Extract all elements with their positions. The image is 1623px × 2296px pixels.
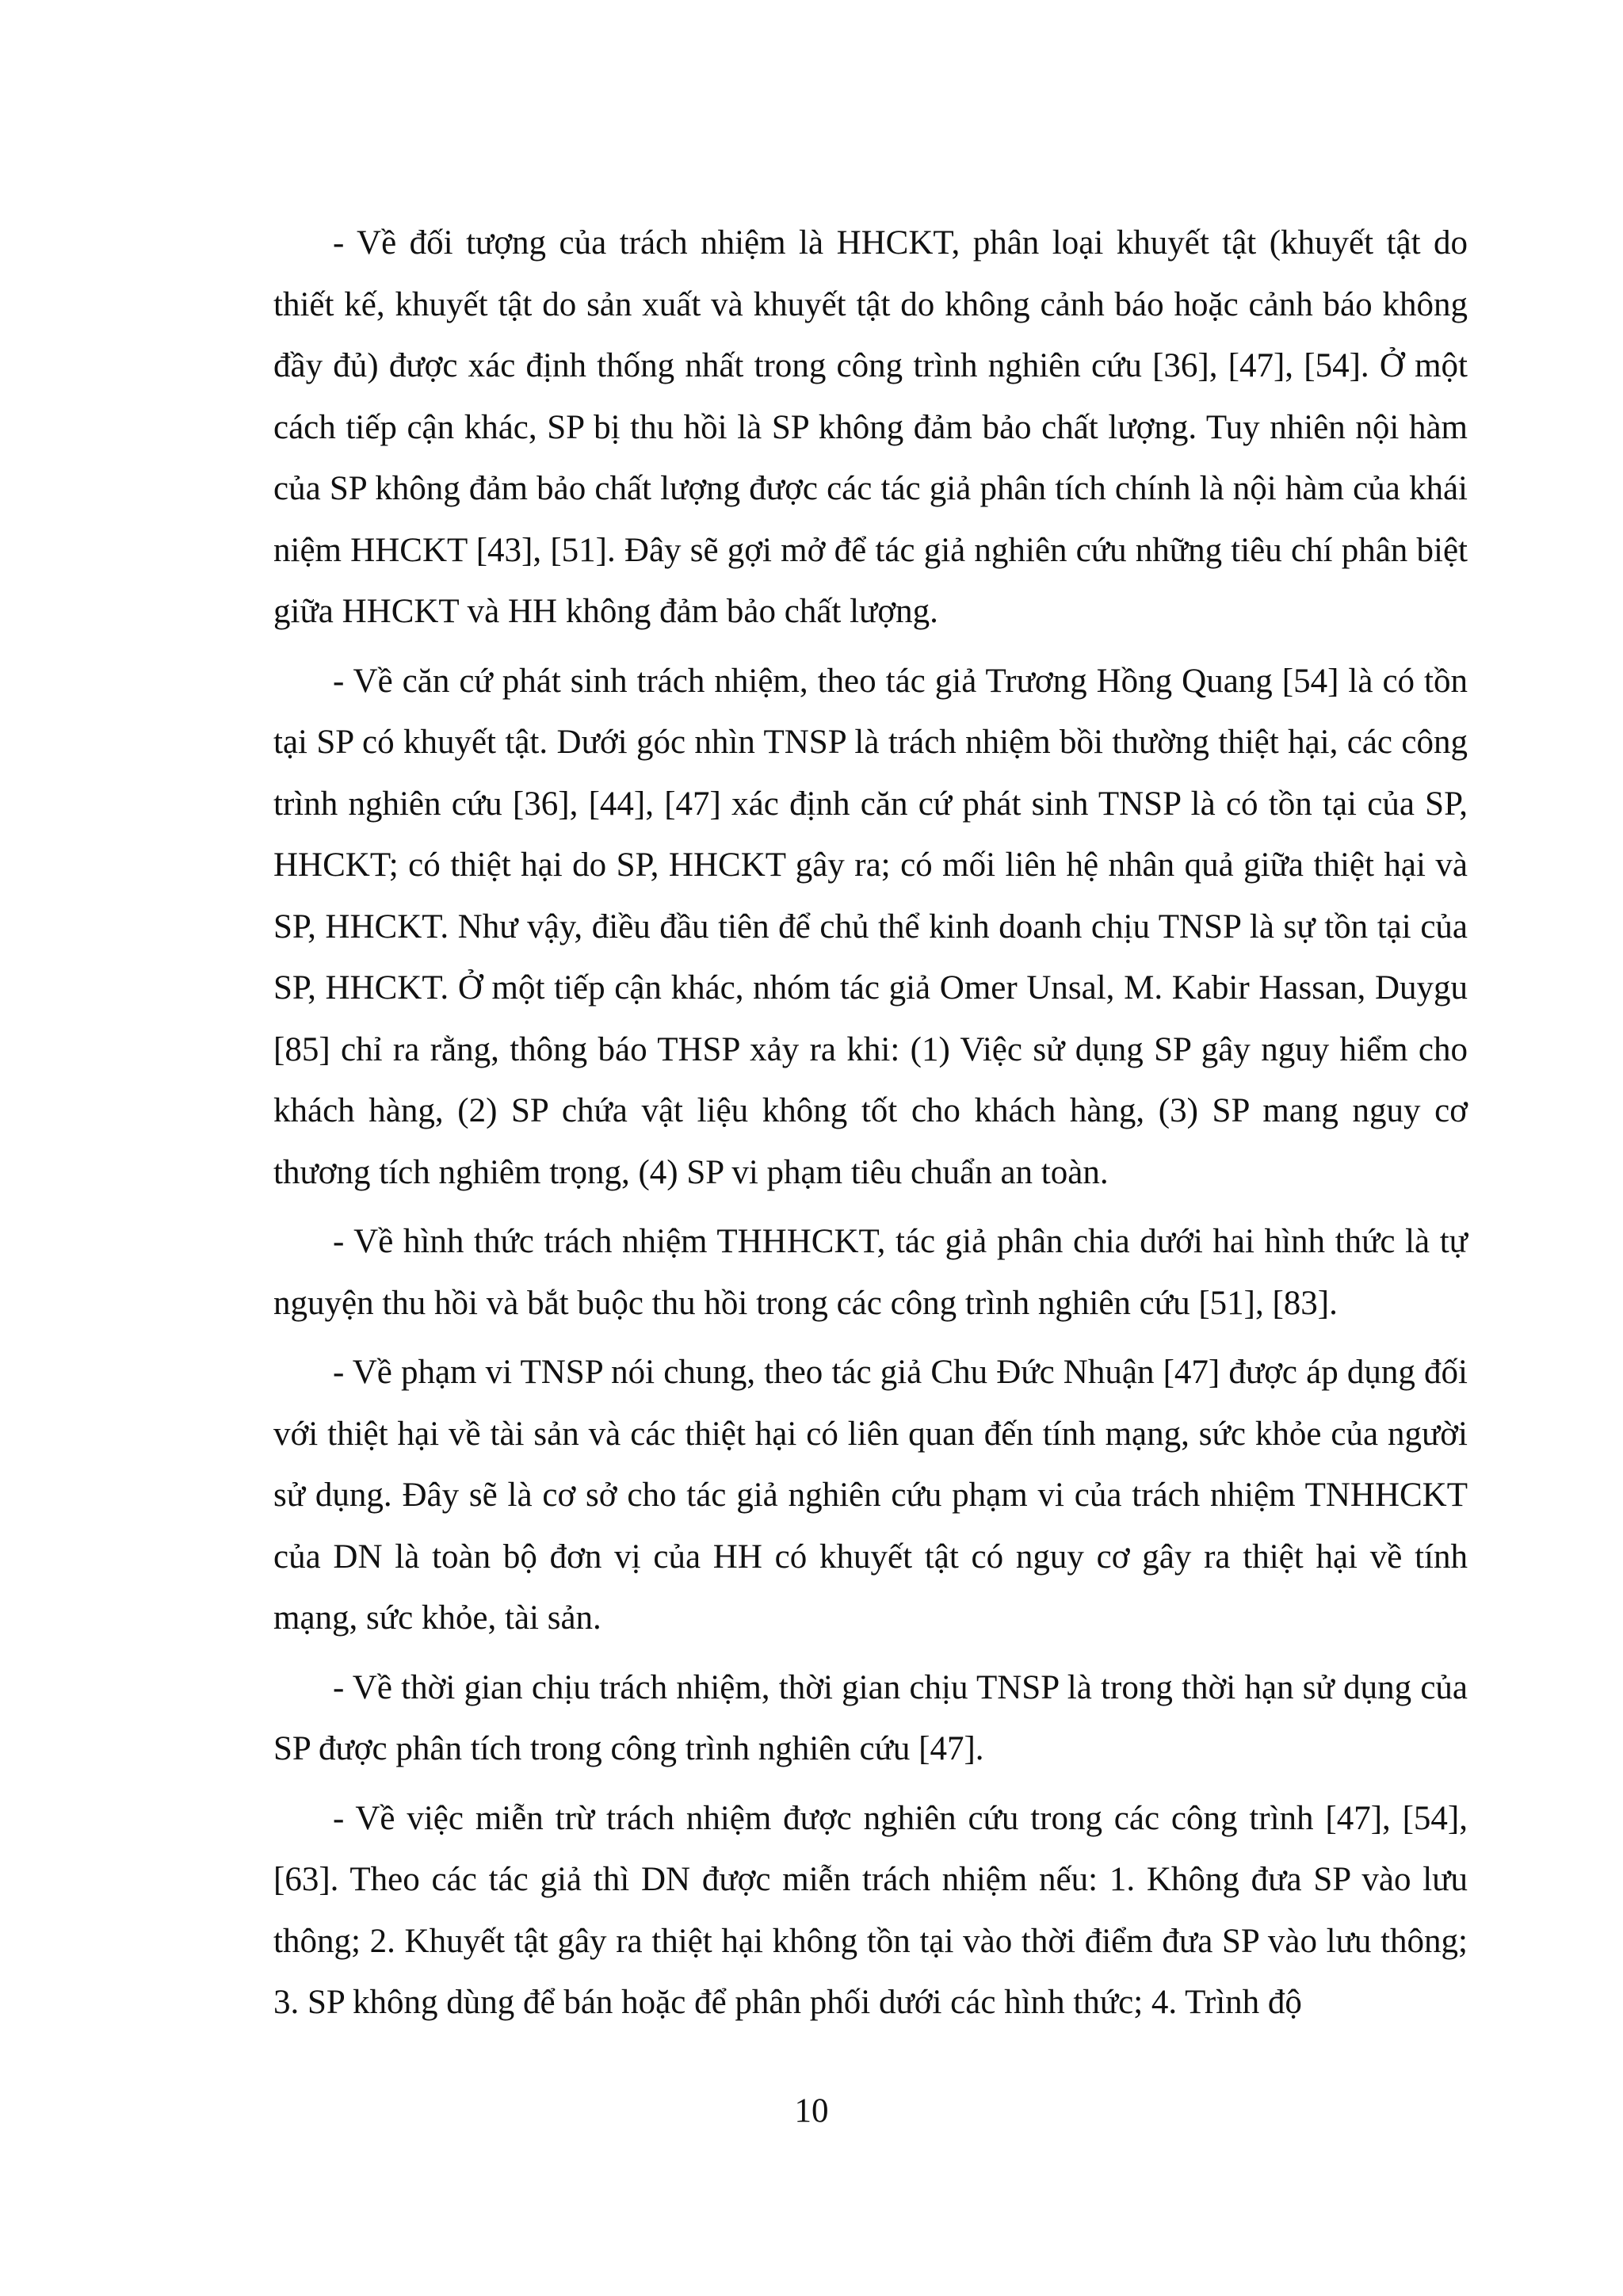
paragraph-recall-form: - Về hình thức trách nhiệm THHHCKT, tác giả phân chia dưới hai hình thức là tự nguyện thu hồi và bắt buộc thu hồi trong các công trình nghiên cứu [51], [83]. (273, 1223, 1468, 1322)
paragraph-liability-basis: - Về căn cứ phát sinh trách nhiệm, theo tác giả Trương Hồng Quang [54] là có tồn tại SP có khuyết tật. Dưới góc nhìn TNSP là trách nhiệm bồi thường thiệt hại, các công trình nghiên cứu [36], [44], [47] xác định căn cứ phát sinh TNSP là có tồn tại của SP, HHCKT; có thiệt hại do SP, HHCKT gây ra; có mối liên hệ nhân quả giữa thiệt hại và SP, HHCKT. Như vậy, điều đầu tiên để chủ thể kinh doanh chịu TNSP là sự tồn tại của SP, HHCKT. Ở một tiếp cận khác, nhóm tác giả Omer Unsal, M. Kabir Hassan, Duygu [85] chỉ ra rằng, thông báo THSP xảy ra khi: (1) Việc sử dụng SP gây nguy hiểm cho khách hàng, (2) SP chứa vật liệu không tốt cho khách hàng, (3) SP mang nguy cơ thương tích nghiêm trọng, (4) SP vi phạm tiêu chuẩn an toàn. (273, 662, 1468, 1191)
paragraph-defect-subject: - Về đối tượng của trách nhiệm là HHCKT, phân loại khuyết tật (khuyết tật do thiết kế, khuyết tật do sản xuất và khuyết tật do không cảnh báo hoặc cảnh báo không đầy đủ) được xác định thống nhất trong công trình nghiên cứu [36], [47], [54]. Ở một cách tiếp cận khác, SP bị thu hồi là SP không đảm bảo chất lượng. Tuy nhiên nội hàm của SP không đảm bảo chất lượng được các tác giả phân tích chính là nội hàm của khái niệm HHCKT [43], [51]. Đây sẽ gợi mở để tác giả nghiên cứu những tiêu chí phân biệt giữa HHCKT và HH không đảm bảo chất lượng. (273, 224, 1468, 630)
paragraph-liability-period: - Về thời gian chịu trách nhiệm, thời gian chịu TNSP là trong thời hạn sử dụng của SP được phân tích trong công trình nghiên cứu [47]. (273, 1668, 1468, 1767)
page-number: 10 (794, 2092, 829, 2130)
paragraph-liability-scope: - Về phạm vi TNSP nói chung, theo tác giả Chu Đức Nhuận [47] được áp dụng đối với thiệt hại về tài sản và các thiệt hại có liên quan đến tính mạng, sức khỏe của người sử dụng. Đây sẽ là cơ sở cho tác giả nghiên cứu phạm vi của trách nhiệm TNHHCKT của DN là toàn bộ đơn vị của HH có khuyết tật có nguy cơ gây ra thiệt hại về tính mạng, sức khỏe, tài sản. (273, 1354, 1468, 1637)
body-text (273, 212, 1468, 2042)
paragraph-liability-exemption: - Về việc miễn trừ trách nhiệm được nghiên cứu trong các công trình [47], [54], [63]. Theo các tác giả thì DN được miễn trách nhiệm nếu: 1. Không đưa SP vào lưu thông; 2. Khuyết tật gây ra thiệt hại không tồn tại vào thời điểm đưa SP vào lưu thông; 3. SP không dùng để bán hoặc để phân phối dưới các hình thức; 4. Trình độ (273, 1799, 1468, 2021)
